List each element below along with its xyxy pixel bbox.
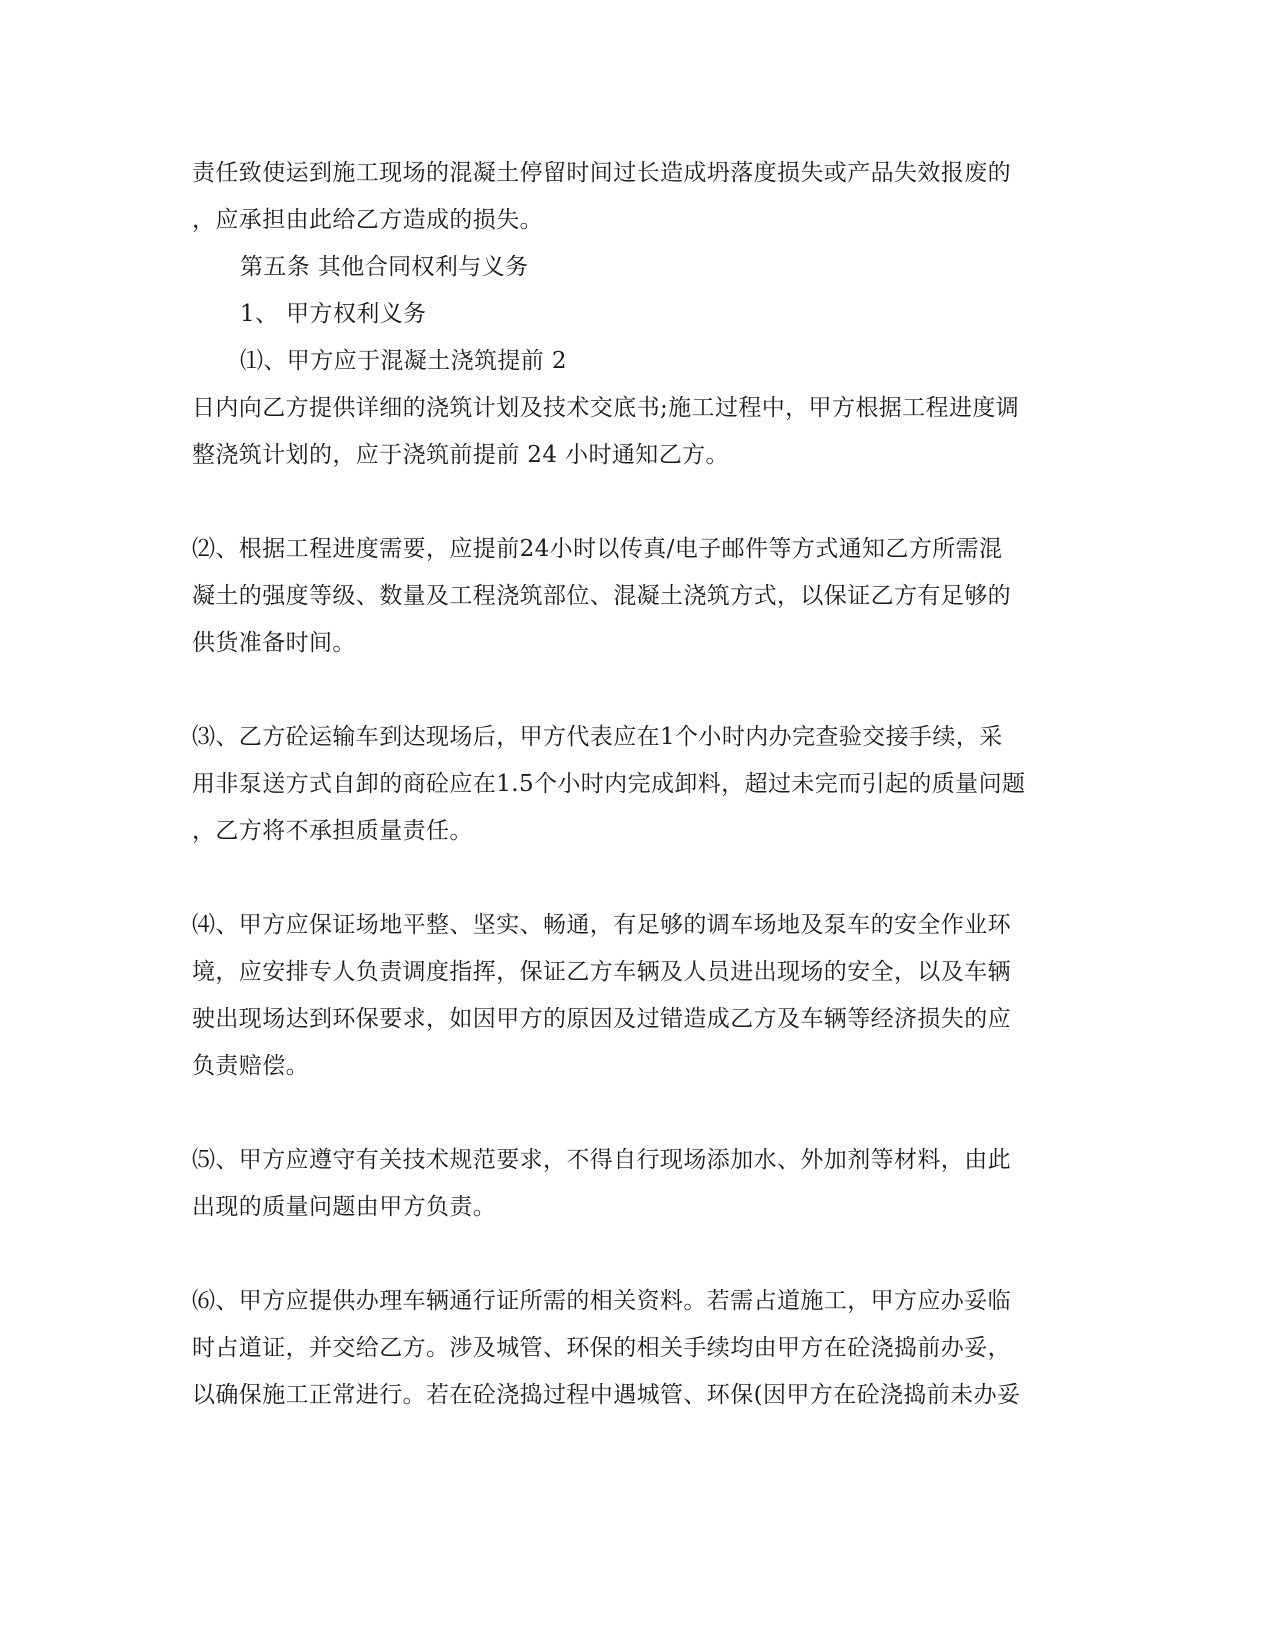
section-heading: 第五条 其他合同权利与义务 [240,254,529,280]
text-line: ⑴、甲方应于混凝土浇筑提前 2 [240,348,567,374]
text-line: 驶出现场达到环保要求，如因甲方的原因及过错造成乙方及车辆等经济损失的应 [192,1006,1011,1032]
text-line: ⑹、甲方应提供办理车辆通行证所需的相关资料。若需占道施工，甲方应办妥临 [192,1288,1011,1314]
text-line: 供货准备时间。 [192,630,356,656]
text-line: ，应承担由此给乙方造成的损失。 [192,207,543,233]
text-line: 用非泵送方式自卸的商砼应在1.5个小时内完成卸料，超过未完而引起的质量问题 [192,771,1026,797]
text-line: 负责赔偿。 [192,1053,309,1079]
text-line: 日内向乙方提供详细的浇筑计划及技术交底书;施工过程中，甲方根据工程进度调 [192,395,1020,421]
text-line: 境，应安排专人负责调度指挥，保证乙方车辆及人员进出现场的安全，以及车辆 [192,959,1011,985]
subsection-heading: 1、 甲方权利义务 [240,301,427,327]
text-line: ⑵、根据工程进度需要，应提前24小时以传真/电子邮件等方式通知乙方所需混 [192,536,1003,562]
text-line: 时占道证，并交给乙方。涉及城管、环保的相关手续均由甲方在砼浇捣前办妥， [192,1335,1011,1361]
text-line: ⑶、乙方砼运输车到达现场后，甲方代表应在1个小时内办完查验交接手续，采 [192,724,1003,750]
text-line: 凝土的强度等级、数量及工程浇筑部位、混凝土浇筑方式，以保证乙方有足够的 [192,583,1011,609]
text-line: ⑸、甲方应遵守有关技术规范要求，不得自行现场添加水、外加剂等材料，由此 [192,1147,1011,1173]
text-line: ，乙方将不承担质量责任。 [192,818,473,844]
text-line: 以确保施工正常进行。若在砼浇捣过程中遇城管、环保(因甲方在砼浇捣前未办妥 [192,1382,1021,1408]
text-line: 出现的质量问题由甲方负责。 [192,1194,497,1220]
text-line: 整浇筑计划的，应于浇筑前提前 24 小时通知乙方。 [192,442,729,468]
text-line: ⑷、甲方应保证场地平整、坚实、畅通，有足够的调车场地及泵车的安全作业环 [192,912,1011,938]
text-line: 责任致使运到施工现场的混凝土停留时间过长造成坍落度损失或产品失效报废的 [192,160,1011,186]
